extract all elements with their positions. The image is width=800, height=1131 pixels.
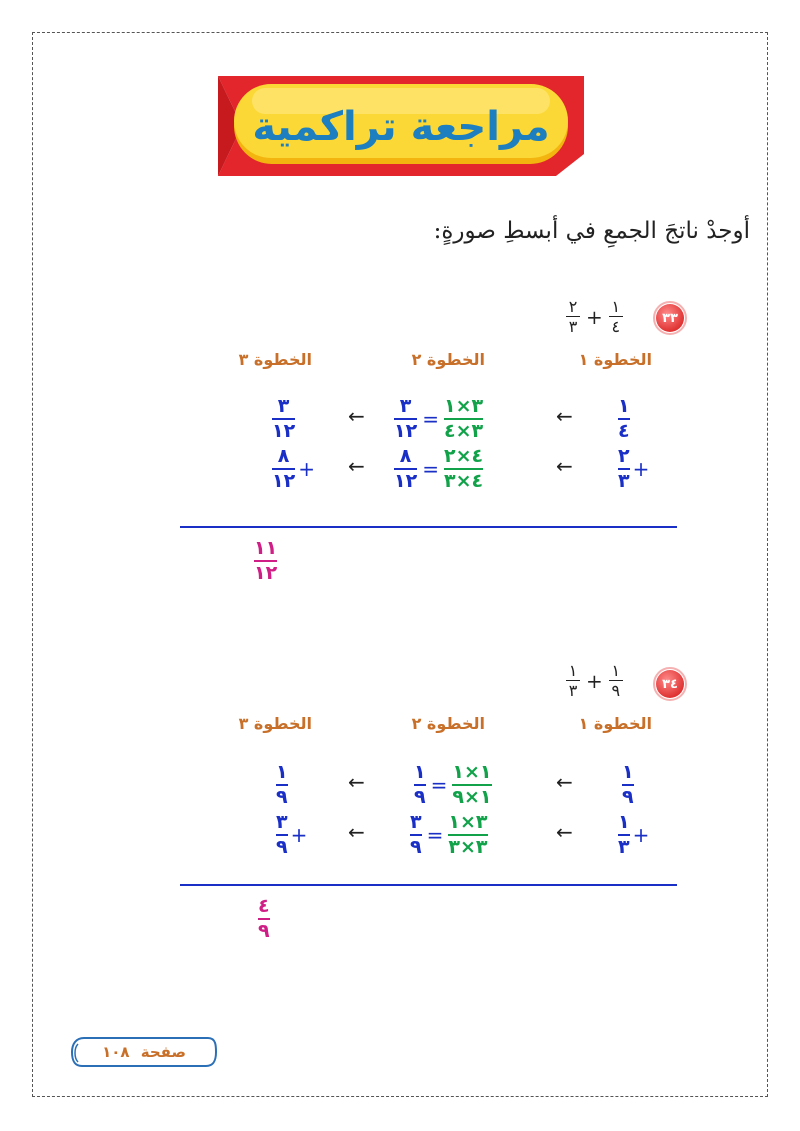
arrow-icon: ←: [348, 404, 365, 428]
page-number-tab: [70, 1036, 218, 1068]
fraction: ١ ٣: [566, 662, 580, 699]
step3-fraction-row1: $\frac{١}{٩}$: [276, 761, 288, 808]
page-frame: [32, 32, 768, 1097]
sum-line: [180, 526, 677, 528]
step3-heading: الخطوة ٣: [238, 350, 312, 369]
result-fraction: $\frac{١١}{١٢}$: [254, 537, 278, 584]
step1-fraction-row1: $\frac{١}{٩}$: [622, 761, 634, 808]
arrow-icon: ←: [556, 820, 573, 844]
arrow-icon: ←: [348, 770, 365, 794]
arrow-icon: ←: [556, 454, 573, 478]
fraction: ١ ٩: [609, 662, 623, 699]
instruction-text: أوجدْ ناتجَ الجمعِ في أبسطِ صورةٍ:: [433, 218, 750, 244]
step2-equation-row1: $\frac{٣}{١٢}$ = $\frac{٣\times ١}{٣\times ٤}$: [394, 395, 484, 442]
step2-equation-row2: $\frac{٨}{١٢}$ = $\frac{٤\times ٢}{٤\times ٣}$: [394, 445, 484, 492]
problem-number-badge: ٣٤: [656, 670, 684, 698]
arrow-icon: ←: [556, 770, 573, 794]
step1-fraction-row1: $\frac{١}{٤}$: [618, 395, 630, 442]
problem-number-badge: ٣٣: [656, 304, 684, 332]
step2-heading: الخطوة ٢: [411, 350, 485, 369]
step2-equation-row2: $\frac{٣}{٩}$ = $\frac{٣\times ١}{٣\times ٣}$: [410, 811, 488, 858]
plus-sign: +: [586, 668, 603, 693]
page-number: صفحة ١٠٨: [102, 1043, 186, 1061]
fraction: ١ ٤: [609, 298, 623, 335]
step1-fraction-row2: $\frac{١}{٣}$ +: [618, 811, 650, 858]
arrow-icon: ←: [556, 404, 573, 428]
step2-equation-row1: $\frac{١}{٩}$ = $\frac{١\times ١}{١\times ٩}$: [414, 761, 492, 808]
sum-line: [180, 884, 677, 886]
step3-fraction-row1: $\frac{٣}{١٢}$: [272, 395, 296, 442]
problem-expression: [566, 662, 623, 699]
step1-fraction-row2: $\frac{٢}{٣}$ +: [618, 445, 650, 492]
step2-heading: الخطوة ٢: [411, 714, 485, 733]
banner-title: مراجعة تراكمية: [252, 104, 550, 150]
plus-sign: +: [586, 304, 603, 329]
problem-expression: [566, 298, 623, 335]
arrow-icon: ←: [348, 820, 365, 844]
section-banner: [212, 72, 590, 180]
step3-fraction-row2: $\frac{٣}{٩}$ +: [276, 811, 308, 858]
result-fraction: $\frac{٤}{٩}$: [258, 895, 270, 942]
step1-heading: الخطوة ١: [578, 350, 652, 369]
step3-fraction-row2: $\frac{٨}{١٢}$ +: [272, 445, 315, 492]
step1-heading: الخطوة ١: [578, 714, 652, 733]
fraction: ٢ ٣: [566, 298, 580, 335]
arrow-icon: ←: [348, 454, 365, 478]
step3-heading: الخطوة ٣: [238, 714, 312, 733]
